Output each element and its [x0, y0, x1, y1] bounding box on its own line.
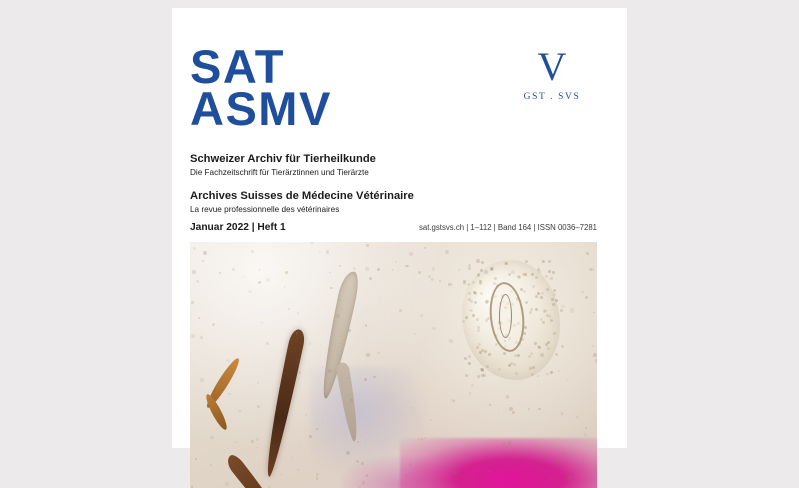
photo-egg-grain	[547, 347, 550, 350]
photo-egg-grain	[477, 326, 480, 329]
logo-label: GST . SVS	[507, 92, 597, 102]
journal-title-sat: SAT	[190, 44, 285, 90]
photo-egg-grain	[478, 343, 481, 346]
photo-egg-grain	[481, 374, 484, 377]
photo-egg-grain	[548, 260, 551, 263]
photo-speck	[200, 336, 203, 339]
photo-speck	[202, 260, 204, 262]
photo-speck	[528, 408, 530, 410]
photo-speck	[562, 452, 564, 454]
photo-egg-grain	[532, 285, 535, 288]
photo-egg-grain	[547, 341, 550, 344]
photo-egg-grain	[529, 311, 532, 314]
photo-egg-grain	[476, 318, 479, 321]
photo-egg-grain	[546, 288, 549, 291]
photo-speck	[458, 269, 460, 271]
subtitle-block	[190, 152, 510, 226]
photo-speck	[377, 352, 380, 355]
photo-speck	[336, 314, 340, 318]
logo-v-icon: V	[507, 46, 597, 88]
photo-egg-grain	[514, 354, 517, 357]
photo-egg-grain	[513, 363, 516, 366]
photo-speck	[498, 321, 501, 324]
photo-egg-grain	[551, 298, 554, 301]
photo-egg-grain	[535, 276, 538, 279]
photo-speck	[561, 305, 564, 308]
photo-egg-core-inner	[499, 294, 512, 338]
photo-speck	[257, 405, 260, 408]
photo-speck	[361, 462, 364, 465]
photo-speck	[232, 268, 235, 271]
photo-egg-grain	[510, 362, 513, 365]
photo-speck	[285, 373, 286, 374]
photo-speck	[549, 315, 552, 318]
photo-speck	[585, 296, 588, 299]
photo-egg-grain	[538, 270, 541, 273]
photo-speck	[412, 407, 414, 409]
photo-speck	[596, 244, 597, 246]
photo-egg-grain	[517, 275, 520, 278]
photo-speck	[420, 314, 422, 316]
photo-egg-grain	[477, 375, 480, 378]
gst-svs-logo	[507, 46, 597, 102]
photo-speck	[432, 267, 436, 271]
photo-egg-grain	[504, 262, 507, 265]
photo-speck	[369, 277, 372, 280]
photo-speck	[584, 433, 586, 435]
photo-egg-grain	[535, 295, 538, 298]
photo-speck	[484, 270, 488, 274]
photo-speck	[203, 251, 207, 255]
photo-egg-grain	[517, 354, 520, 357]
journal-title-asmv: ASMV	[190, 86, 332, 132]
photo-speck	[340, 335, 342, 337]
photo-speck	[498, 413, 499, 414]
photo-speck	[339, 299, 341, 301]
photo-speck	[418, 438, 421, 441]
photo-speck	[326, 250, 329, 253]
photo-speck	[383, 462, 384, 463]
photo-egg-grain	[541, 292, 544, 295]
photo-egg-grain	[465, 316, 468, 319]
photo-speck	[540, 353, 544, 357]
photo-speck	[561, 345, 564, 348]
photo-speck	[364, 378, 367, 381]
photo-egg-grain	[468, 362, 471, 365]
photo-egg-grain	[528, 355, 531, 358]
issue-meta: sat.gstsvs.ch | 1–112 | Band 164 | ISSN 0036–7281	[419, 223, 597, 232]
photo-speck	[418, 271, 421, 274]
photo-egg-grain	[480, 269, 483, 272]
subtitle-french	[190, 189, 510, 215]
photo-speck	[430, 419, 432, 421]
photo-speck	[409, 252, 413, 256]
photo-speck	[212, 323, 215, 326]
photo-egg-grain	[494, 277, 497, 280]
photo-egg-grain	[503, 352, 506, 355]
photo-speck	[566, 379, 568, 381]
photo-egg-grain	[531, 273, 534, 276]
photo-egg-grain	[525, 301, 528, 304]
photo-speck	[227, 359, 230, 362]
photo-speck	[549, 476, 550, 477]
photo-speck	[309, 342, 312, 345]
photo-egg-grain	[542, 321, 545, 324]
photo-egg-grain	[555, 299, 558, 302]
photo-egg-grain	[540, 296, 543, 299]
photo-speck	[556, 459, 560, 463]
photo-speck	[570, 308, 574, 312]
photo-speck	[407, 265, 409, 267]
photo-speck	[366, 244, 369, 247]
photo-egg-grain	[550, 371, 553, 374]
photo-speck	[251, 250, 254, 253]
photo-speck	[219, 272, 221, 274]
photo-speck	[439, 280, 441, 282]
photo-speck	[365, 267, 369, 271]
journal-cover-sheet	[172, 8, 627, 448]
photo-speck	[200, 378, 204, 382]
subtitle-french-main: Archives Suisses de Médecine Vétérinaire	[190, 189, 510, 203]
cover-photo	[190, 242, 597, 488]
photo-egg-grain	[488, 353, 491, 356]
photo-egg-grain	[486, 365, 489, 368]
photo-egg-grain	[552, 271, 555, 274]
photo-egg-grain	[553, 289, 556, 292]
photo-speck	[347, 377, 348, 378]
photo-speck	[561, 412, 563, 414]
photo-speck	[191, 334, 195, 338]
photo-speck	[449, 339, 453, 343]
photo-egg-grain	[525, 260, 528, 263]
photo-egg-grain	[523, 290, 526, 293]
photo-egg-grain	[550, 319, 553, 322]
photo-speck	[469, 392, 472, 395]
photo-speck	[546, 373, 548, 375]
photo-egg-grain	[485, 319, 488, 322]
photo-speck	[489, 470, 492, 473]
photo-speck	[248, 290, 252, 294]
photo-speck	[508, 441, 512, 445]
photo-speck	[445, 250, 449, 254]
photo-speck	[512, 411, 515, 414]
photo-speck	[300, 442, 301, 443]
photo-speck	[485, 300, 488, 303]
photo-speck	[251, 440, 254, 443]
photo-egg-grain	[468, 292, 471, 295]
photo-speck	[469, 310, 471, 312]
photo-egg-grain	[472, 314, 475, 317]
photo-stain-primary	[400, 438, 597, 488]
photo-speck	[595, 359, 597, 363]
subtitle-german-small: Die Fachzeitschrift für Tierärztinnen und Tierärzte	[190, 167, 510, 178]
photo-speck	[462, 320, 465, 323]
photo-speck	[266, 278, 270, 282]
photo-speck	[228, 393, 230, 395]
photo-speck	[319, 251, 321, 253]
photo-speck	[564, 459, 566, 461]
photo-speck	[322, 420, 323, 421]
photo-egg-grain	[467, 283, 470, 286]
photo-speck	[297, 359, 300, 362]
photo-egg-grain	[468, 267, 471, 270]
subtitle-german	[190, 152, 510, 178]
photo-egg-grain	[535, 308, 538, 311]
photo-egg-grain	[552, 303, 555, 306]
photo-speck	[421, 438, 423, 440]
photo-egg-grain	[484, 350, 487, 353]
photo-speck	[335, 444, 336, 445]
photo-egg-grain	[479, 280, 482, 283]
photo-speck	[329, 272, 330, 273]
photo-speck	[576, 416, 578, 418]
photo-speck	[581, 291, 583, 293]
photo-egg-grain	[464, 357, 467, 360]
photo-speck	[348, 329, 351, 332]
photo-egg-grain	[480, 292, 483, 295]
photo-speck	[316, 428, 317, 429]
photo-speck	[593, 353, 597, 357]
photo-egg-grain	[472, 281, 475, 284]
photo-speck	[285, 271, 288, 274]
photo-speck	[309, 435, 313, 439]
photo-speck	[340, 343, 341, 344]
photo-egg-grain	[532, 366, 535, 369]
photo-speck	[316, 477, 319, 480]
photo-egg-grain	[543, 310, 546, 313]
photo-speck	[357, 441, 359, 443]
photo-speck	[366, 353, 370, 357]
photo-egg-grain	[524, 273, 527, 276]
photo-egg-grain	[515, 372, 518, 375]
photo-egg-grain	[477, 329, 480, 332]
photo-speck	[195, 458, 196, 459]
issue-date: Januar 2022 | Heft 1	[190, 222, 286, 233]
photo-speck	[560, 309, 563, 312]
subtitle-french-small: La revue professionnelle des vétérinaires	[190, 204, 510, 215]
photo-egg-grain	[545, 275, 548, 278]
photo-egg-grain	[479, 351, 482, 354]
photo-egg-grain	[498, 368, 501, 371]
photo-speck	[414, 333, 416, 335]
photo-egg-grain	[474, 292, 477, 295]
photo-egg-grain	[474, 301, 477, 304]
cover-content	[190, 44, 609, 448]
photo-speck	[476, 259, 479, 262]
photo-speck	[191, 486, 193, 488]
photo-egg-grain	[530, 308, 533, 311]
subtitle-german-main: Schweizer Archiv für Tierheilkunde	[190, 152, 510, 166]
photo-speck	[431, 278, 434, 281]
photo-speck	[350, 399, 352, 401]
photo-speck	[259, 269, 260, 270]
masthead	[190, 44, 609, 130]
photo-egg-grain	[553, 332, 556, 335]
photo-speck	[223, 387, 226, 390]
photo-egg-grain	[480, 368, 483, 371]
